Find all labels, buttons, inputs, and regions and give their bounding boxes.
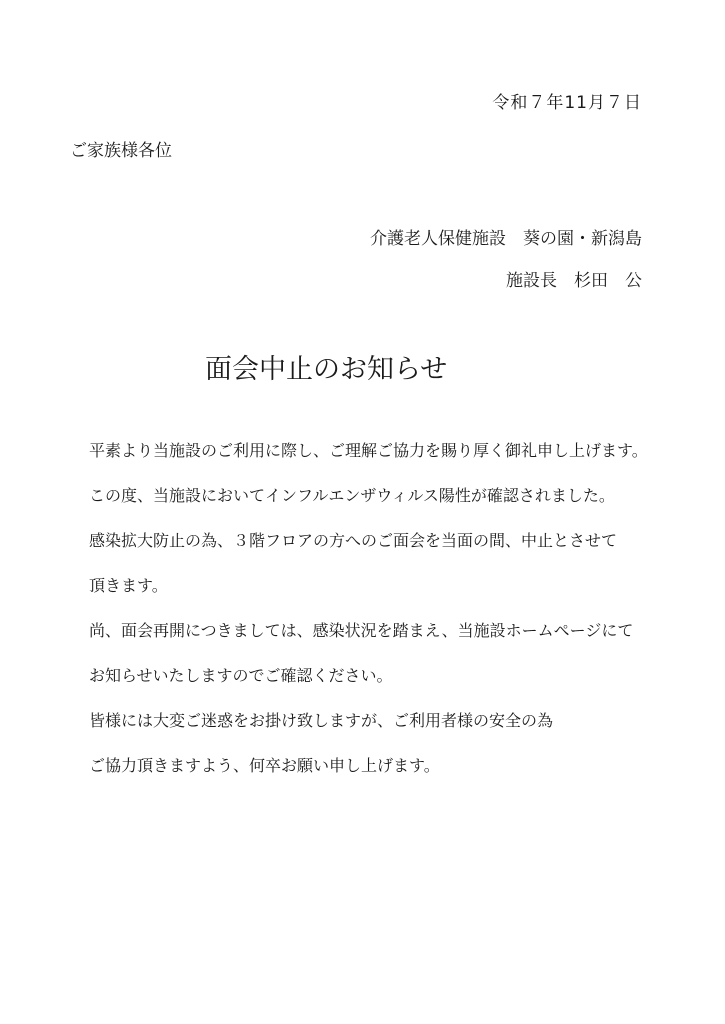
body-line: 尚、面会再開につきましては、感染状況を踏まえ、当施設ホームページにて [89, 621, 634, 640]
body-line: 感染拡大防止の為、３階フロアの方へのご面会を当面の間、中止とさせて [89, 531, 618, 550]
body-line: 皆様には大変ご迷惑をお掛け致しますが、ご利用者様の安全の為 [89, 711, 554, 730]
body-line: ご協力頂きますよう、何卒お願い申し上げます。 [89, 756, 440, 775]
body-line: お知らせいたしますのでご確認ください。 [89, 666, 393, 685]
document-title: 面会中止のお知らせ [205, 354, 448, 385]
addressee: ご家族様各位 [70, 141, 172, 161]
sender-director: 施設長 杉田 公 [506, 271, 642, 291]
body-text [89, 440, 689, 800]
sender-organization: 介護老人保健施設 葵の園・新潟島 [370, 229, 642, 249]
body-line: この度、当施設においてインフルエンザウィルス陽性が確認されました。 [89, 486, 615, 505]
body-line: 平素より当施設のご利用に際し、ご理解ご協力を賜り厚く御礼申し上げます。 [89, 441, 648, 460]
document-date: 令和７年11月７日 [492, 93, 642, 113]
body-line: 頂きます。 [89, 576, 168, 595]
